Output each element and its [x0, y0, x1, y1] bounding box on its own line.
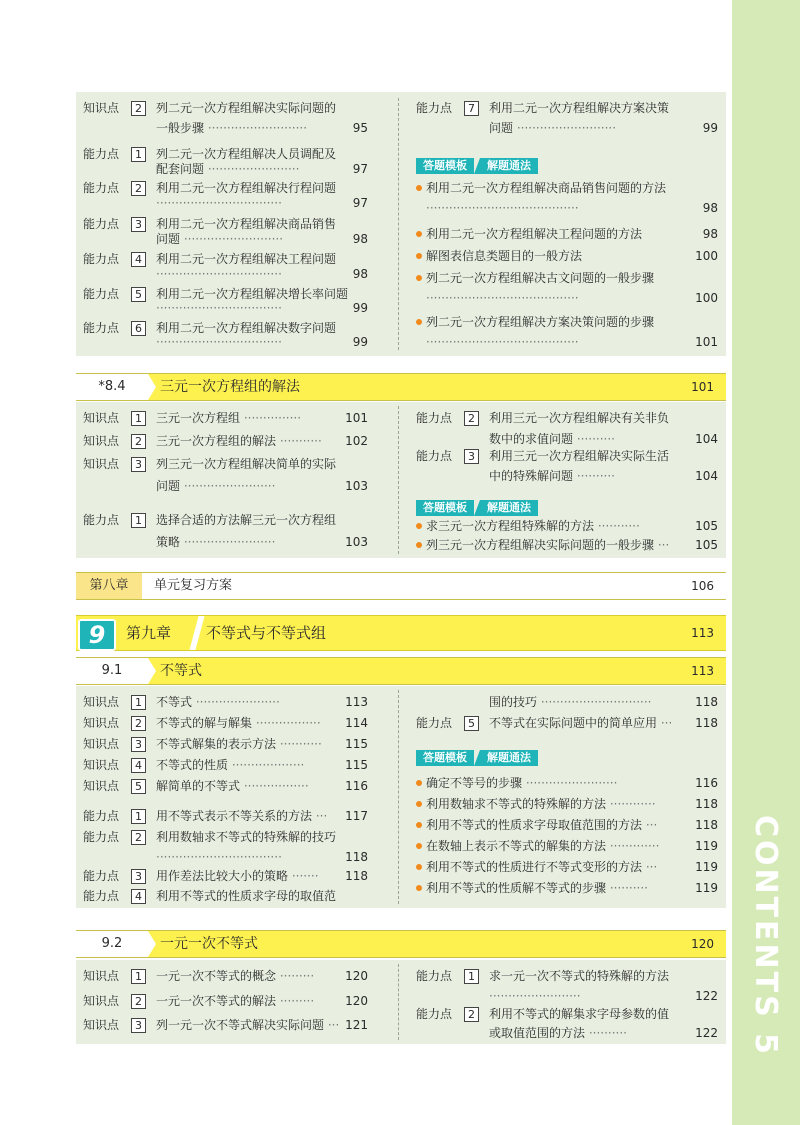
entry-tag: 知识点 [83, 969, 120, 983]
chapter-9-header[interactable] [76, 615, 726, 651]
entry-page: 122 [695, 989, 718, 1003]
entry-tag: 知识点 [83, 994, 120, 1008]
method-entry[interactable]: 利用数轴求不等式的特殊解的方法 ············ 118 [416, 794, 718, 815]
section-page: 120 [691, 937, 714, 951]
entry-number: 1 [131, 411, 146, 426]
entry-title: 用作差法比较大小的策略 [156, 869, 289, 883]
bullet-icon [416, 319, 422, 325]
entry-tag: 知识点 [83, 716, 120, 730]
method-title: 求三元一次方程组特殊解的方法 [426, 519, 595, 533]
template-label: 答题模板 [416, 158, 474, 174]
entry-page: 114 [345, 716, 368, 730]
entry-tag: 能力点 [83, 147, 120, 161]
bullet-icon [416, 231, 422, 237]
entry-title-cont: 问题 [489, 121, 514, 135]
chapter-label: 第八章 [76, 573, 142, 599]
method-title: 利用不等式的性质求字母取值范围的方法 [426, 818, 643, 832]
entry-page: 118 [695, 716, 718, 730]
method-title: 利用二元一次方程组解决工程问题的方法 [426, 227, 643, 241]
bullet-icon [416, 542, 422, 548]
entry-page: 116 [345, 779, 368, 793]
entry-tag: 能力点 [416, 449, 453, 463]
method-label: 解题通法 [480, 500, 538, 516]
entry-title: 利用二元一次方程组解决商品销售 [156, 217, 337, 231]
toc-entry[interactable]: 能力点 7 利用二元一次方程组解决方案决策 问题 ·························· 99 [416, 98, 718, 140]
toc-entry[interactable]: 知识点 3 不等式解集的表示方法 ··········· 115 [83, 734, 368, 755]
entry-number: 2 [464, 1007, 479, 1022]
entry-page: 121 [345, 1018, 368, 1032]
entry-title: 利用不等式的性质求字母的取值范 [156, 889, 337, 903]
method-page: 100 [695, 291, 718, 305]
toc-entry[interactable]: 能力点 1 求一元一次不等式的特殊解的方法 ························ 122 [416, 966, 718, 1008]
entry-page: 97 [352, 196, 368, 210]
entry-number: 2 [131, 716, 146, 731]
template-label: 答题模板 [416, 750, 474, 766]
entry-number: 1 [131, 513, 146, 528]
entry-page: 115 [345, 737, 368, 751]
method-page: 118 [695, 797, 718, 811]
entry-number: 1 [131, 969, 146, 984]
entry-tag: 能力点 [416, 716, 453, 730]
entry-title: 利用二元一次方程组解决行程问题 [156, 181, 337, 195]
toc-entry[interactable]: 能力点 2 利用三元一次方程组解决有关非负 数中的求值问题 ·········· 104 [416, 408, 718, 450]
method-entry[interactable]: 列三元一次方程组解决实际问题的一般步骤 ··· 105 [416, 535, 718, 556]
entry-title: 利用数轴求不等式的特殊解的技巧 [156, 830, 337, 844]
entry-title: 列二元一次方程组解决人员调配及 [156, 147, 337, 161]
section-9-2-block [76, 960, 726, 1044]
method-page: 105 [695, 538, 718, 552]
method-title: 解图表信息类题目的一般方法 [426, 249, 583, 263]
entry-title: 三元一次方程组 [156, 411, 241, 425]
entry-tag: 能力点 [83, 889, 120, 903]
toc-entry[interactable]: 能力点 1 列二元一次方程组解决人员调配及 配套问题 ························ 97 [83, 144, 368, 186]
toc-entry[interactable]: 知识点 2 列二元一次方程组解决实际问题的 一般步骤 ·························· 95 [83, 98, 368, 140]
entry-number: 3 [131, 737, 146, 752]
entry-tag: 知识点 [83, 411, 120, 425]
bullet-icon [416, 885, 422, 891]
entry-title: 利用二元一次方程组解决方案决策 [489, 101, 670, 115]
review-page: 106 [691, 579, 714, 593]
entry-title: 选择合适的方法解三元一次方程组 [156, 513, 337, 527]
entry-title-cont: 一般步骤 [156, 121, 205, 135]
entry-page: 98 [352, 267, 368, 281]
entry-title: 不等式解集的表示方法 [156, 737, 277, 751]
entry-number: 2 [131, 434, 146, 449]
method-page: 100 [695, 249, 718, 263]
toc-entry[interactable]: 能力点 3 利用三元一次方程组解决实际生活 中的特殊解问题 ·········· 104 [416, 446, 718, 488]
entry-page: 113 [345, 695, 368, 709]
section-header-9-1[interactable] [76, 657, 726, 685]
toc-entry[interactable]: 知识点 4 不等式的性质 ··················· 115 [83, 755, 368, 776]
entry-tag: 能力点 [416, 101, 453, 115]
entry-tag: 能力点 [416, 1007, 453, 1021]
chapter-review-header[interactable] [76, 572, 726, 600]
entry-page: 120 [345, 969, 368, 983]
entry-tag: 能力点 [83, 181, 120, 195]
template-label: 答题模板 [416, 500, 474, 516]
method-entry[interactable]: 利用不等式的性质解不等式的步骤 ·········· 119 [416, 878, 718, 899]
entry-page: 104 [695, 432, 718, 446]
entry-tag: 能力点 [83, 830, 120, 844]
entry-page: 120 [345, 994, 368, 1008]
toc-entry[interactable]: 能力点 2 利用数轴求不等式的特殊解的技巧 ································· 118 [83, 827, 368, 869]
review-title: 单元复习方案 [154, 578, 233, 593]
entry-tag: 知识点 [83, 434, 120, 448]
entry-title-cont: 问题 [156, 232, 181, 246]
section-number: 9.1 [76, 658, 148, 684]
method-page: 119 [695, 839, 718, 853]
bullet-icon [416, 843, 422, 849]
entry-title: 用不等式表示不等关系的方法 [156, 809, 313, 823]
method-title: 列三元一次方程组解决实际问题的一般步骤 [426, 538, 655, 552]
entry-title: 不等式 [156, 695, 193, 709]
toc-entry[interactable]: 能力点 6 利用二元一次方程组解决数字问题 ································· 99 [83, 318, 368, 354]
toc-entry[interactable] [83, 886, 368, 907]
column-divider [398, 690, 399, 904]
entry-title: 利用二元一次方程组解决数字问题 [156, 321, 337, 335]
entry-number: 1 [131, 695, 146, 710]
method-title: 列二元一次方程组解决古文问题的一般步骤 [426, 271, 655, 285]
section-8-3-block [76, 92, 726, 356]
section-title: 不等式 [160, 663, 202, 679]
section-title: 一元一次不等式 [160, 936, 258, 952]
entry-title-cont: 配套问题 [156, 162, 205, 176]
toc-entry[interactable]: 知识点 1 三元一次方程组 ··············· 101 [83, 408, 368, 429]
entry-title: 利用三元一次方程组解决实际生活 [489, 449, 670, 463]
entry-tag: 能力点 [83, 869, 120, 883]
section-header-8-4[interactable] [76, 373, 726, 401]
section-number: *8.4 [76, 374, 148, 400]
entry-title-cont: 围的技巧 [489, 695, 538, 709]
entry-number: 3 [131, 869, 146, 884]
toc-entry-continued[interactable]: 围的技巧 ····························· 118 [416, 692, 718, 713]
entry-page: 118 [345, 850, 368, 864]
entry-page: 115 [345, 758, 368, 772]
entry-number: 5 [464, 716, 479, 731]
method-title: 利用不等式的性质解不等式的步骤 [426, 881, 607, 895]
method-page: 98 [702, 227, 718, 241]
toc-entry[interactable]: 知识点 3 列一元一次不等式解决实际问题 ··· 121 [83, 1015, 368, 1036]
contents-page-label: CONTENTS 5 [748, 814, 783, 1058]
toc-entry[interactable]: 知识点 1 一元一次不等式的概念 ········· 120 [83, 966, 368, 987]
entry-page: 118 [695, 695, 718, 709]
entry-number: 2 [131, 994, 146, 1009]
entry-tag: 知识点 [83, 457, 120, 471]
entry-title-cont: 数中的求值问题 [489, 432, 574, 446]
entry-tag: 能力点 [416, 969, 453, 983]
method-title: 利用二元一次方程组解决商品销售问题的方法 [426, 181, 667, 195]
entry-number: 7 [464, 101, 479, 116]
method-entry[interactable]: 利用二元一次方程组解决商品销售问题的方法 ········································ 98 [416, 178, 718, 220]
entry-title: 不等式的性质 [156, 758, 229, 772]
entry-tag: 知识点 [83, 758, 120, 772]
entry-number: 2 [131, 101, 146, 116]
entry-number: 1 [131, 147, 146, 162]
method-entry[interactable]: 利用不等式的性质求字母取值范围的方法 ··· 118 [416, 815, 718, 836]
method-entry[interactable]: 在数轴上表示不等式的解集的方法 ············· 119 [416, 836, 718, 857]
section-page: 113 [691, 664, 714, 678]
entry-title: 求一元一次不等式的特殊解的方法 [489, 969, 670, 983]
method-title: 列二元一次方程组解决方案决策问题的步骤 [426, 315, 655, 329]
method-page: 118 [695, 818, 718, 832]
entry-number: 3 [464, 449, 479, 464]
entry-number: 4 [131, 889, 146, 904]
method-title: 利用数轴求不等式的特殊解的方法 [426, 797, 607, 811]
entry-tag: 能力点 [83, 513, 120, 527]
entry-page: 97 [352, 162, 368, 176]
entry-tag: 知识点 [83, 695, 120, 709]
column-divider [398, 964, 399, 1040]
method-page: 116 [695, 776, 718, 790]
entry-page: 101 [345, 411, 368, 425]
toc-entry[interactable]: 知识点 2 三元一次方程组的解法 ··········· 102 [83, 431, 368, 452]
column-divider [398, 406, 399, 554]
method-page: 101 [695, 335, 718, 349]
entry-page: 118 [345, 869, 368, 883]
section-page: 101 [691, 380, 714, 394]
toc-entry[interactable]: 能力点 2 利用二元一次方程组解决行程问题 ································· 97 [83, 178, 368, 220]
chapter-title: 不等式与不等式组 [206, 624, 327, 642]
entry-tag: 能力点 [83, 217, 120, 231]
entry-title: 一元一次不等式的解法 [156, 994, 277, 1008]
entry-page: 122 [695, 1026, 718, 1040]
chapter-number-badge: 9 [78, 619, 116, 651]
chapter-label: 第九章 [126, 624, 172, 642]
entry-number: 2 [131, 181, 146, 196]
entry-title: 列一元一次不等式解决实际问题 [156, 1018, 325, 1032]
entry-page: 103 [345, 535, 368, 549]
toc-entry[interactable]: 能力点 3 用作差法比较大小的策略 ······· 118 [83, 866, 368, 887]
entry-page: 98 [352, 232, 368, 246]
entry-tag: 知识点 [83, 1018, 120, 1032]
bullet-icon [416, 253, 422, 259]
section-header-9-2[interactable] [76, 930, 726, 958]
method-label: 解题通法 [480, 750, 538, 766]
entry-number: 6 [131, 321, 146, 336]
entry-title: 不等式在实际问题中的简单应用 [489, 716, 658, 730]
entry-page: 99 [702, 121, 718, 135]
method-page: 119 [695, 860, 718, 874]
column-divider [398, 98, 399, 350]
entry-page: 117 [345, 809, 368, 823]
entry-title: 利用二元一次方程组解决增长率问题 [156, 287, 349, 301]
entry-title: 三元一次方程组的解法 [156, 434, 277, 448]
entry-tag: 能力点 [83, 809, 120, 823]
entry-title: 利用三元一次方程组解决有关非负 [489, 411, 670, 425]
entry-tag: 知识点 [83, 737, 120, 751]
toc-entry[interactable]: 能力点 4 利用二元一次方程组解决工程问题 ································· 98 [83, 249, 368, 291]
bullet-icon [416, 275, 422, 281]
method-page: 119 [695, 881, 718, 895]
toc-entry[interactable]: 能力点 2 利用不等式的解集求字母参数的值 或取值范围的方法 ·········· 122 [416, 1004, 718, 1046]
section-title: 三元一次方程组的解法 [160, 379, 300, 395]
entry-number: 2 [131, 830, 146, 845]
toc-entry[interactable]: 能力点 1 用不等式表示不等关系的方法 ··· 117 [83, 806, 368, 827]
method-entry[interactable] [416, 224, 718, 245]
entry-number: 3 [131, 217, 146, 232]
method-label: 解题通法 [480, 158, 538, 174]
chapter-page: 113 [691, 626, 714, 640]
toc-entry[interactable]: 知识点 3 列三元一次方程组解决简单的实际 问题 ························ 103 [83, 454, 368, 496]
entry-page: 99 [352, 335, 368, 349]
bullet-icon [416, 864, 422, 870]
entry-title-cont: 或取值范围的方法 [489, 1026, 586, 1040]
method-entry[interactable] [416, 246, 718, 267]
entry-page: 102 [345, 434, 368, 448]
method-title: 利用不等式的性质进行不等式变形的方法 [426, 860, 643, 874]
section-9-1-block [76, 686, 726, 908]
entry-number: 1 [464, 969, 479, 984]
entry-tag: 能力点 [83, 321, 120, 335]
method-entry[interactable]: 列二元一次方程组解决古文问题的一般步骤 ········································ 100 [416, 268, 718, 310]
entry-number: 2 [464, 411, 479, 426]
entry-title: 利用二元一次方程组解决工程问题 [156, 252, 337, 266]
toc-entry[interactable]: 知识点 5 解简单的不等式 ················· 116 [83, 776, 368, 797]
entry-title-cont: 策略 [156, 535, 181, 549]
entry-title: 不等式的解与解集 [156, 716, 253, 730]
header-separator [189, 616, 204, 650]
entry-tag: 知识点 [83, 779, 120, 793]
entry-number: 1 [131, 809, 146, 824]
method-page: 105 [695, 519, 718, 533]
entry-title-cont: 中的特殊解问题 [489, 469, 574, 483]
entry-number: 4 [131, 252, 146, 267]
entry-number: 3 [131, 1018, 146, 1033]
toc-entry[interactable]: 能力点 5 利用二元一次方程组解决增长率问题 ································· 99 [83, 284, 368, 320]
entry-tag: 能力点 [83, 252, 120, 266]
bullet-icon [416, 185, 422, 191]
method-page: 98 [702, 201, 718, 215]
entry-page: 99 [352, 301, 368, 315]
bullet-icon [416, 780, 422, 786]
method-title: 确定不等号的步骤 [426, 776, 523, 790]
toc-entry[interactable]: 知识点 2 不等式的解与解集 ················· 114 [83, 713, 368, 734]
bullet-icon [416, 801, 422, 807]
entry-title: 解简单的不等式 [156, 779, 241, 793]
toc-entry[interactable]: 能力点 5 不等式在实际问题中的简单应用 ··· 118 [416, 713, 718, 734]
entry-page: 103 [345, 479, 368, 493]
entry-title-cont: 问题 [156, 479, 181, 493]
entry-number: 5 [131, 287, 146, 302]
toc-entry[interactable]: 能力点 1 选择合适的方法解三元一次方程组 策略 ························ 103 [83, 510, 368, 552]
toc-entry[interactable]: 能力点 3 利用二元一次方程组解决商品销售 问题 ·························· 98 [83, 214, 368, 256]
toc-entry[interactable]: 知识点 2 一元一次不等式的解法 ········· 120 [83, 991, 368, 1012]
method-title: 在数轴上表示不等式的解集的方法 [426, 839, 607, 853]
entry-tag: 能力点 [416, 411, 453, 425]
method-entry[interactable]: 求三元一次方程组特殊解的方法 ··········· 105 [416, 516, 718, 537]
entry-tag: 知识点 [83, 101, 120, 115]
section-8-4-block [76, 402, 726, 558]
bullet-icon [416, 822, 422, 828]
entry-tag: 能力点 [83, 287, 120, 301]
entry-title: 列二元一次方程组解决实际问题的 [156, 101, 337, 115]
bullet-icon [416, 523, 422, 529]
entry-title: 列三元一次方程组解决简单的实际 [156, 457, 337, 471]
method-entry[interactable]: 列二元一次方程组解决方案决策问题的步骤 ········································ 101 [416, 312, 718, 354]
entry-page: 95 [352, 121, 368, 135]
toc-entry[interactable]: 知识点 1 不等式 ······················ 113 [83, 692, 368, 713]
entry-number: 5 [131, 779, 146, 794]
method-entry[interactable]: 确定不等号的步骤 ························ 116 [416, 773, 718, 794]
entry-number: 4 [131, 758, 146, 773]
entry-title: 利用不等式的解集求字母参数的值 [489, 1007, 670, 1021]
entry-title: 一元一次不等式的概念 [156, 969, 277, 983]
entry-page: 104 [695, 469, 718, 483]
section-number: 9.2 [76, 931, 148, 957]
entry-number: 3 [131, 457, 146, 472]
method-entry[interactable]: 利用不等式的性质进行不等式变形的方法 ··· 119 [416, 857, 718, 878]
